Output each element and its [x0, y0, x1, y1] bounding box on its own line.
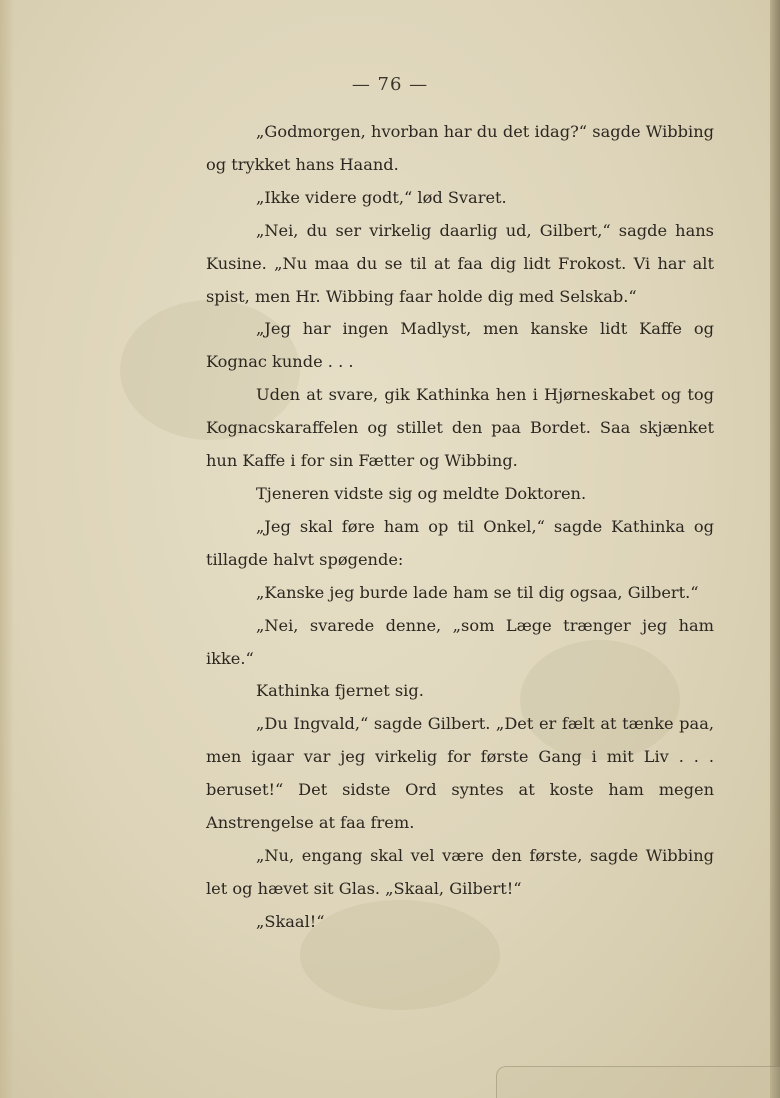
paragraph: „Du Ingvald,“ sagde Gilbert. „Det er fælt at tænke paa, men igaar var jeg virkelig for første Gang i mit Liv . . . beruset!“ Det sidste Ord syntes at koste ham megen Anstrengelse at faa frem. — [206, 714, 714, 833]
paragraph: „Jeg skal føre ham op til Onkel,“ sagde Kathinka og tillagde halvt spøgende: — [206, 516, 714, 569]
page-number: — 76 — — [351, 74, 429, 95]
paragraph: „Nei, svarede denne, „som Læge trænger jeg ham ikke.“ — [206, 615, 714, 668]
paragraph: „Nei, du ser virkelig daarlig ud, Gilbert,“ sagde hans Kusine. „Nu maa du se til at faa dig lidt Frokost. Vi har alt spist, men Hr. Wibbing faar holde dig med Selskab.“ — [206, 220, 714, 306]
paragraph: „Kanske jeg burde lade ham se til dig ogsaa, Gilbert.“ — [256, 582, 699, 602]
paragraph: Uden at svare, gik Kathinka hen i Hjørneskabet og tog Kognacskaraffelen og stillet den paa Bordet. Saa skjænket hun Kaffe i for sin Fætter og Wibbing. — [206, 385, 714, 471]
page-corner-fold — [496, 1066, 780, 1098]
paragraph: Kathinka fjernet sig. — [256, 681, 424, 701]
paragraph: „Jeg har ingen Madlyst, men kanske lidt Kaffe og Kognac kunde . . . — [206, 319, 714, 372]
paragraph: „Ikke videre godt,“ lød Svaret. — [256, 187, 507, 207]
page-right-edge — [770, 0, 780, 1098]
body-text — [206, 116, 714, 939]
paragraph: „Nu, engang skal vel være den første, sagde Wibbing let og hævet sit Glas. „Skaal, Gilbert!“ — [206, 845, 714, 898]
paragraph: „Godmorgen, hvorban har du det idag?“ sagde Wibbing og trykket hans Haand. — [206, 122, 714, 174]
paragraph: „Skaal!“ — [256, 911, 325, 931]
paragraph: Tjeneren vidste sig og meldte Doktoren. — [256, 483, 587, 503]
page-left-edge — [0, 0, 14, 1098]
